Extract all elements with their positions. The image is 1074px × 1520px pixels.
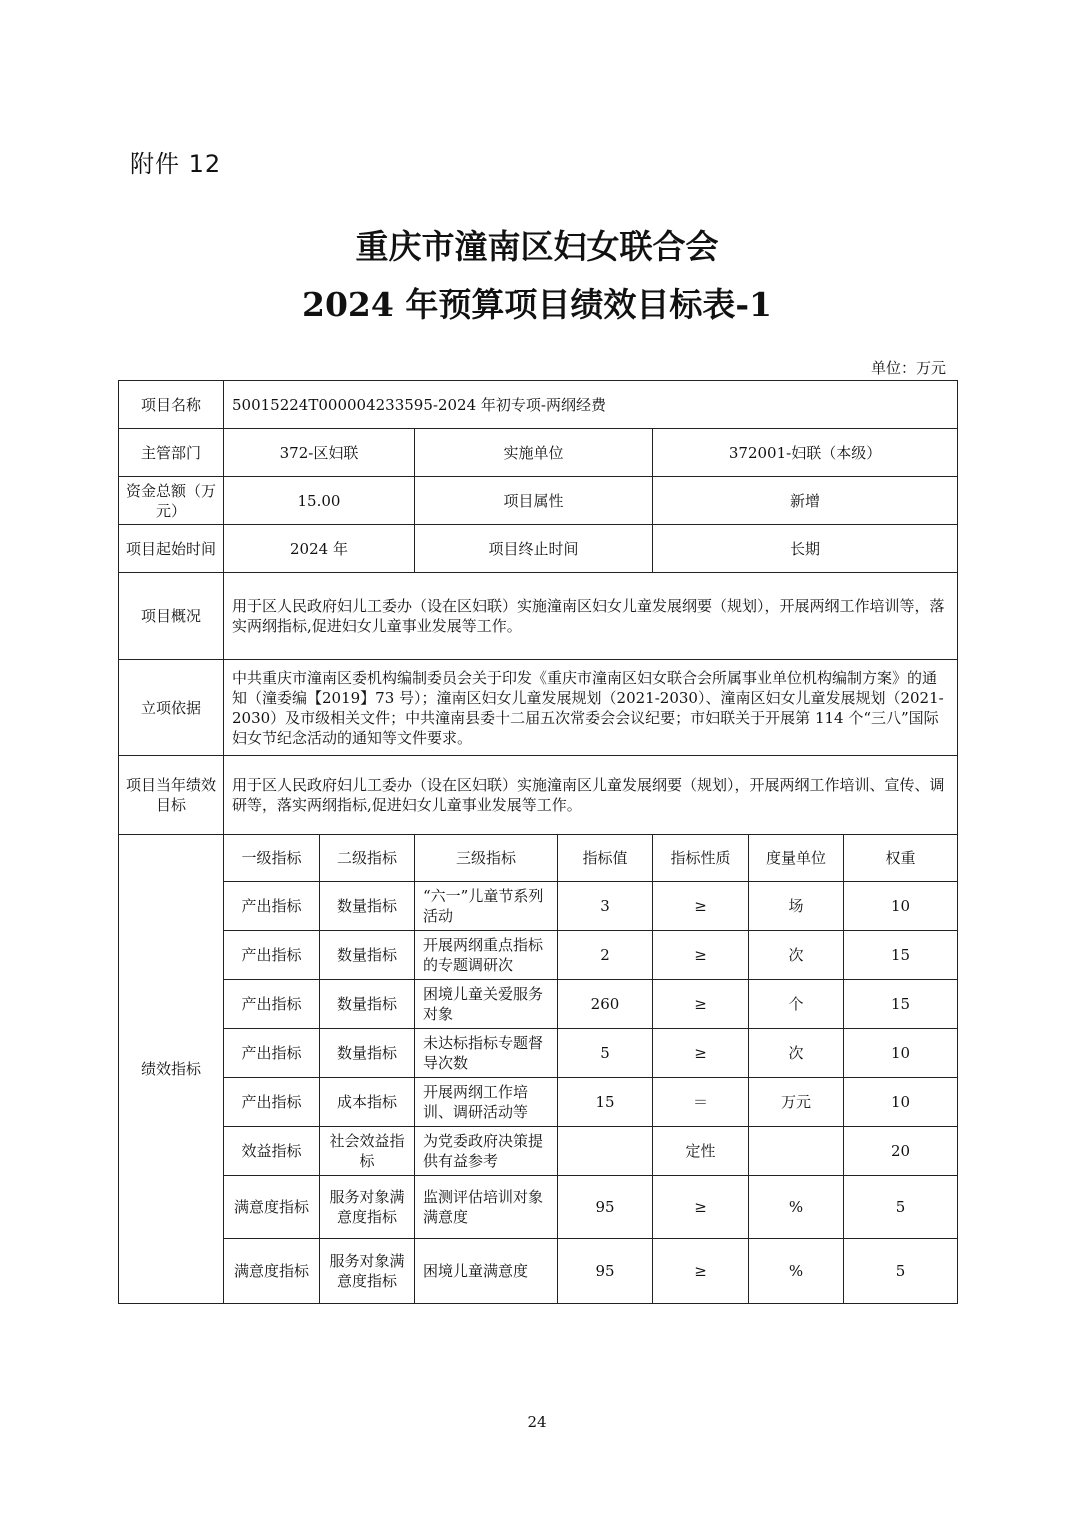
level2-cell: 数量指标 [320, 931, 415, 980]
level3-cell: 为党委政府决策提供有益参考 [415, 1127, 558, 1176]
nature-cell: ≥ [653, 1176, 749, 1239]
project-name-label: 项目名称 [119, 381, 224, 429]
header-level1: 一级指标 [224, 835, 320, 882]
unit-cell: 次 [749, 931, 844, 980]
table-row [119, 1078, 958, 1127]
weight-cell: 10 [844, 1078, 958, 1127]
dept-value: 372-区妇联 [224, 429, 415, 477]
attr-value: 新增 [653, 477, 958, 525]
basis-value: 中共重庆市潼南区委机构编制委员会关于印发《重庆市潼南区妇女联合会所属事业单位机构编制方案》的通知（潼委编【2019】73 号）；潼南区妇女儿童发展规划（2021-2030）、潼南区妇女儿童发展规划（2021-2030）及市级相关文件；中共潼南县委十二届五次常委会会议纪要；市妇联关于开展第 114 个“三八”国际妇女节纪念活动的通知等文件要求。 [224, 660, 958, 756]
value-cell: 95 [558, 1176, 653, 1239]
level3-cell: 困境儿童满意度 [415, 1239, 558, 1304]
header-weight: 权重 [844, 835, 958, 882]
weight-cell: 15 [844, 980, 958, 1029]
document-subtitle: 2024 年预算项目绩效目标表-1 [302, 285, 772, 324]
level1-cell: 产出指标 [224, 1078, 320, 1127]
document-title: 重庆市潼南区妇女联合会 [355, 227, 719, 266]
fund-label: 资金总额（万元） [119, 477, 224, 525]
level2-cell: 数量指标 [320, 980, 415, 1029]
unit-cell: % [749, 1239, 844, 1304]
weight-cell: 10 [844, 882, 958, 931]
department-row [119, 429, 958, 477]
performance-target-table [118, 380, 958, 1304]
unit-cell: 个 [749, 980, 844, 1029]
weight-cell: 5 [844, 1239, 958, 1304]
attachment-label: 附件 12 [130, 150, 222, 178]
page-number: 24 [527, 1413, 547, 1431]
unit-cell: 次 [749, 1029, 844, 1078]
level3-cell: “六一”儿童节系列活动 [415, 882, 558, 931]
table-row [119, 980, 958, 1029]
project-name-value: 50015224T000004233595-2024 年初专项-两纲经费 [224, 381, 958, 429]
level1-cell: 满意度指标 [224, 1239, 320, 1304]
level3-cell: 开展两纲工作培训、调研活动等 [415, 1078, 558, 1127]
nature-cell: ≥ [653, 1239, 749, 1304]
table-row [119, 1029, 958, 1078]
level1-cell: 产出指标 [224, 882, 320, 931]
weight-cell: 10 [844, 1029, 958, 1078]
level2-cell: 数量指标 [320, 882, 415, 931]
perf-indicator-label: 绩效指标 [119, 835, 224, 1304]
nature-cell: ≥ [653, 1029, 749, 1078]
value-cell: 3 [558, 882, 653, 931]
header-nature: 指标性质 [653, 835, 749, 882]
table-row [119, 1176, 958, 1239]
overview-value: 用于区人民政府妇儿工委办（设在区妇联）实施潼南区妇女儿童发展纲要（规划），开展两纲工作培训等，落实两纲指标,促进妇女儿童事业发展等工作。 [224, 573, 958, 660]
impl-unit-label: 实施单位 [415, 429, 653, 477]
table-row [119, 1239, 958, 1304]
start-label: 项目起始时间 [119, 525, 224, 573]
end-value: 长期 [653, 525, 958, 573]
level1-cell: 产出指标 [224, 1029, 320, 1078]
level2-cell: 服务对象满意度指标 [320, 1239, 415, 1304]
period-row [119, 525, 958, 573]
table-row [119, 882, 958, 931]
nature-cell: ≥ [653, 882, 749, 931]
perf-header-row [119, 835, 958, 882]
fund-value: 15.00 [224, 477, 415, 525]
level3-cell: 监测评估培训对象满意度 [415, 1176, 558, 1239]
value-cell [558, 1127, 653, 1176]
unit-cell: 万元 [749, 1078, 844, 1127]
nature-cell: ≥ [653, 931, 749, 980]
start-value: 2024 年 [224, 525, 415, 573]
header-unit: 度量单位 [749, 835, 844, 882]
basis-row [119, 660, 958, 756]
value-cell: 260 [558, 980, 653, 1029]
level1-cell: 效益指标 [224, 1127, 320, 1176]
level3-cell: 困境儿童关爱服务对象 [415, 980, 558, 1029]
header-level2: 二级指标 [320, 835, 415, 882]
level2-cell: 数量指标 [320, 1029, 415, 1078]
weight-cell: 5 [844, 1176, 958, 1239]
project-name-row [119, 381, 958, 429]
level2-cell: 成本指标 [320, 1078, 415, 1127]
table-row [119, 1127, 958, 1176]
level3-cell: 开展两纲重点指标的专题调研次 [415, 931, 558, 980]
fund-row [119, 477, 958, 525]
overview-label: 项目概况 [119, 573, 224, 660]
end-label: 项目终止时间 [415, 525, 653, 573]
value-cell: 15 [558, 1078, 653, 1127]
attr-label: 项目属性 [415, 477, 653, 525]
goal-value: 用于区人民政府妇儿工委办（设在区妇联）实施潼南区儿童发展纲要（规划），开展两纲工作培训、宣传、调研等，落实两纲指标,促进妇女儿童事业发展等工作。 [224, 756, 958, 835]
level2-cell: 服务对象满意度指标 [320, 1176, 415, 1239]
value-cell: 5 [558, 1029, 653, 1078]
goal-label: 项目当年绩效目标 [119, 756, 224, 835]
unit-cell: % [749, 1176, 844, 1239]
level1-cell: 产出指标 [224, 931, 320, 980]
impl-unit-value: 372001-妇联（本级） [653, 429, 958, 477]
unit-cell: 场 [749, 882, 844, 931]
weight-cell: 20 [844, 1127, 958, 1176]
level1-cell: 满意度指标 [224, 1176, 320, 1239]
level2-cell: 社会效益指标 [320, 1127, 415, 1176]
unit-label: 单位：万元 [870, 359, 946, 377]
nature-cell: ≥ [653, 980, 749, 1029]
value-cell: 95 [558, 1239, 653, 1304]
basis-label: 立项依据 [119, 660, 224, 756]
dept-label: 主管部门 [119, 429, 224, 477]
goal-row [119, 756, 958, 835]
overview-row [119, 573, 958, 660]
nature-cell: 定性 [653, 1127, 749, 1176]
value-cell: 2 [558, 931, 653, 980]
unit-cell [749, 1127, 844, 1176]
header-value: 指标值 [558, 835, 653, 882]
table-row [119, 931, 958, 980]
weight-cell: 15 [844, 931, 958, 980]
level3-cell: 未达标指标专题督导次数 [415, 1029, 558, 1078]
nature-cell: ＝ [653, 1078, 749, 1127]
header-level3: 三级指标 [415, 835, 558, 882]
level1-cell: 产出指标 [224, 980, 320, 1029]
